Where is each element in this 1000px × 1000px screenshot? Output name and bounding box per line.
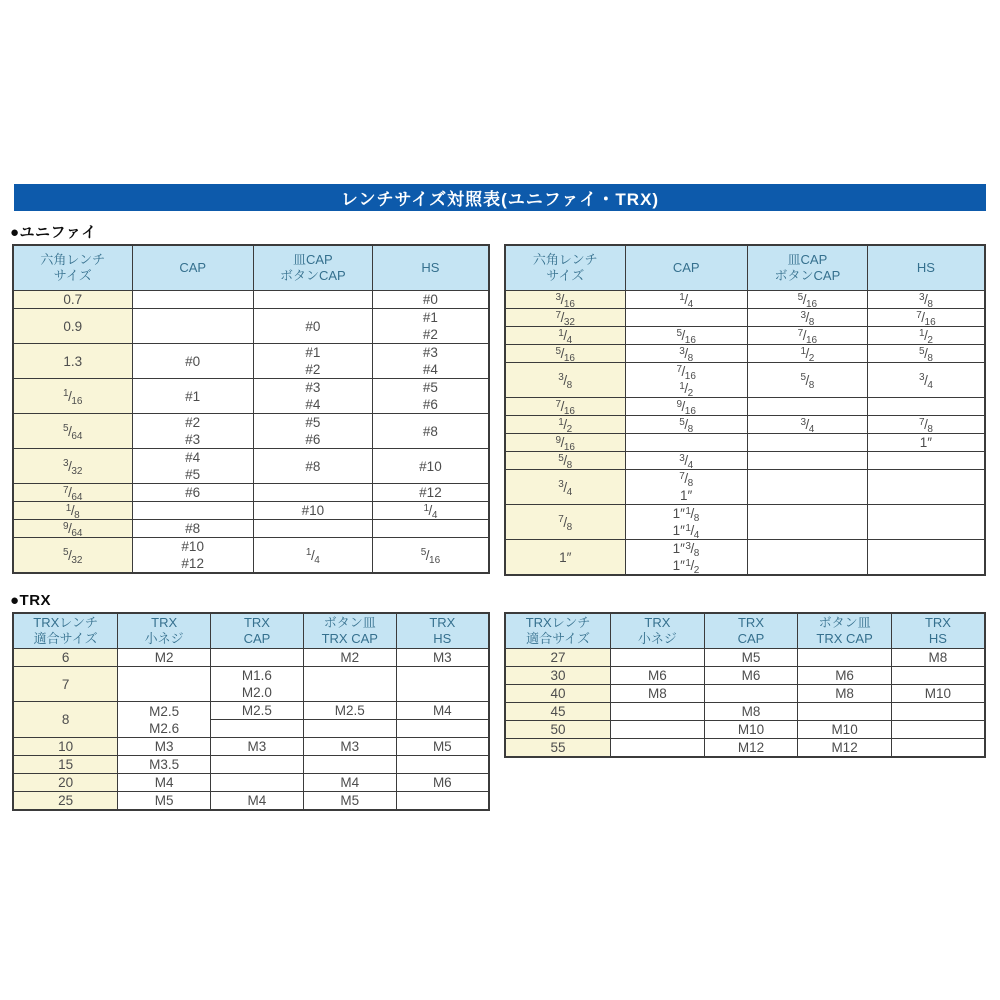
value-cell xyxy=(867,470,985,505)
value-cell: M8 xyxy=(611,685,705,703)
value-cell xyxy=(611,739,705,758)
header-row xyxy=(13,245,489,291)
value-cell: #10 xyxy=(372,449,489,484)
fraction: $^1/_2$ xyxy=(558,416,573,434)
fraction: $^3/_8$ xyxy=(685,540,700,559)
value-cell: 1″ xyxy=(867,434,985,452)
value-cell: M4 xyxy=(396,702,489,720)
value-cell: M5 xyxy=(118,792,211,811)
fraction: $^3/_4$ xyxy=(919,372,933,391)
value-cell xyxy=(747,363,867,398)
value-cell xyxy=(253,520,372,538)
value-cell: $^7/_8$ 1″ xyxy=(625,470,747,505)
value-cell xyxy=(747,309,867,327)
value-cell: M6 xyxy=(704,667,798,685)
fraction: $^1/_2$ xyxy=(679,380,694,398)
row-label-cell xyxy=(505,434,625,452)
value-cell: M4 xyxy=(211,792,304,811)
column-header: TRX HS xyxy=(891,613,985,649)
table-row xyxy=(505,505,985,540)
row-label-cell xyxy=(505,291,625,309)
value-cell: #1 #2 xyxy=(372,309,489,344)
row-label-cell: 30 xyxy=(505,667,611,685)
row-label-cell: 8 xyxy=(13,702,118,738)
value-cell xyxy=(867,540,985,576)
value-cell xyxy=(396,720,489,738)
value-cell xyxy=(625,309,747,327)
table-row xyxy=(505,291,985,309)
value-cell: M5 xyxy=(396,738,489,756)
value-cell xyxy=(867,291,985,309)
row-label-cell xyxy=(13,502,132,520)
value-cell xyxy=(118,667,211,702)
row-label-cell: 0.7 xyxy=(13,291,132,309)
value-cell xyxy=(372,520,489,538)
value-cell: M3 xyxy=(211,738,304,756)
table-row xyxy=(505,685,985,703)
value-cell: M3 xyxy=(396,649,489,667)
column-header: ボタン皿 TRX CAP xyxy=(303,613,396,649)
value-cell: M8 xyxy=(891,649,985,667)
value-cell xyxy=(372,502,489,520)
row-label-cell xyxy=(13,520,132,538)
value-cell xyxy=(253,484,372,502)
row-label-cell xyxy=(505,363,625,398)
row-label-cell: 40 xyxy=(505,685,611,703)
table-row xyxy=(505,739,985,758)
value-cell xyxy=(747,470,867,505)
value-cell: M3 xyxy=(118,738,211,756)
value-cell xyxy=(211,720,304,738)
fraction: $^9/_{64}$ xyxy=(63,520,83,538)
fraction: $^3/_8$ xyxy=(919,291,933,309)
fraction: $^1/_4$ xyxy=(679,291,694,309)
value-cell xyxy=(372,538,489,574)
row-label-cell: 6 xyxy=(13,649,118,667)
column-header: TRXレンチ 適合サイズ xyxy=(505,613,611,649)
row-label-cell xyxy=(505,470,625,505)
column-header: TRX CAP xyxy=(704,613,798,649)
table-row xyxy=(505,452,985,470)
value-cell xyxy=(747,345,867,363)
table-trx-left xyxy=(12,612,490,811)
value-cell xyxy=(704,685,798,703)
fraction: $^1/_8$ xyxy=(685,505,700,524)
header-row xyxy=(13,613,489,649)
value-cell: #2 #3 xyxy=(132,414,253,449)
value-cell xyxy=(611,703,705,721)
value-cell: M10 xyxy=(798,721,892,739)
column-header: CAP xyxy=(625,245,747,291)
value-cell xyxy=(798,649,892,667)
fraction: $^5/_8$ xyxy=(558,452,573,470)
value-cell: #0 xyxy=(132,344,253,379)
value-cell: M10 xyxy=(704,721,798,739)
fraction: $^7/_8$ xyxy=(679,470,694,489)
table-row xyxy=(13,520,489,538)
value-cell: M5 xyxy=(704,649,798,667)
value-cell: #6 xyxy=(132,484,253,502)
table-row xyxy=(13,414,489,449)
row-label-cell xyxy=(505,452,625,470)
header-row xyxy=(505,613,985,649)
value-cell xyxy=(132,502,253,520)
value-cell: M12 xyxy=(798,739,892,758)
value-cell: #10 #12 xyxy=(132,538,253,574)
fraction: $^3/_4$ xyxy=(558,479,573,498)
value-cell xyxy=(867,345,985,363)
value-cell: #1 #2 xyxy=(253,344,372,379)
row-label-cell xyxy=(13,449,132,484)
fraction: $^1/_2$ xyxy=(685,557,700,575)
value-cell: M1.6 M2.0 xyxy=(211,667,304,702)
value-cell: M8 xyxy=(798,685,892,703)
fraction: $^1/_{16}$ xyxy=(63,388,83,407)
column-header: TRXレンチ 適合サイズ xyxy=(13,613,118,649)
value-cell xyxy=(747,452,867,470)
value-cell: M3.5 xyxy=(118,756,211,774)
value-cell: #3 #4 xyxy=(372,344,489,379)
value-cell: M4 xyxy=(303,774,396,792)
table-row xyxy=(505,345,985,363)
fraction: $^9/_{16}$ xyxy=(676,398,696,416)
value-cell xyxy=(625,363,747,398)
value-cell: #12 xyxy=(372,484,489,502)
value-cell: M5 xyxy=(303,792,396,811)
table-unify-right xyxy=(504,244,986,576)
fraction: $^3/_{32}$ xyxy=(63,458,83,477)
fraction: $^5/_{16}$ xyxy=(555,345,575,363)
value-cell: #0 xyxy=(372,291,489,309)
column-header: ボタン皿 TRX CAP xyxy=(798,613,892,649)
value-cell xyxy=(132,309,253,344)
value-cell xyxy=(625,434,747,452)
page-title: レンチサイズ対照表(ユニファイ・TRX) xyxy=(340,190,660,209)
value-cell xyxy=(303,720,396,738)
fraction: $^5/_8$ xyxy=(919,345,933,363)
value-cell xyxy=(747,416,867,434)
row-label-cell: 7 xyxy=(13,667,118,702)
fraction: $^5/_{16}$ xyxy=(676,327,696,345)
fraction: $^7/_8$ xyxy=(919,416,933,434)
row-label-cell: 15 xyxy=(13,756,118,774)
value-cell xyxy=(625,452,747,470)
column-header: HS xyxy=(372,245,489,291)
value-cell: M2 xyxy=(118,649,211,667)
fraction: $^3/_{16}$ xyxy=(555,291,575,309)
row-label-cell xyxy=(13,538,132,574)
fraction: $^5/_{64}$ xyxy=(63,423,83,442)
fraction: $^7/_{16}$ xyxy=(797,327,818,345)
table-row xyxy=(13,792,489,811)
row-label-cell xyxy=(13,379,132,414)
fraction: $^3/_8$ xyxy=(558,372,573,391)
value-cell: M6 xyxy=(611,667,705,685)
table-row xyxy=(505,363,985,398)
value-cell xyxy=(611,721,705,739)
column-header: 六角レンチ サイズ xyxy=(13,245,132,291)
value-cell: M2.5 M2.6 xyxy=(118,702,211,738)
table-row xyxy=(505,434,985,452)
fraction: $^7/_{16}$ xyxy=(916,309,936,327)
value-cell xyxy=(798,703,892,721)
value-cell xyxy=(396,667,489,702)
row-label-cell: 25 xyxy=(13,792,118,811)
value-cell: M2.5 xyxy=(211,702,304,720)
table-row xyxy=(505,649,985,667)
value-cell xyxy=(396,756,489,774)
value-cell xyxy=(891,703,985,721)
value-cell xyxy=(253,538,372,574)
fraction: $^5/_{16}$ xyxy=(797,291,818,309)
row-label-cell: 20 xyxy=(13,774,118,792)
table-row xyxy=(13,484,489,502)
section-label-unify: ●ユニファイ xyxy=(10,224,97,241)
value-cell xyxy=(625,327,747,345)
value-cell xyxy=(867,505,985,540)
row-label-cell xyxy=(505,416,625,434)
table-row xyxy=(13,702,489,720)
fraction: $^1/_4$ xyxy=(685,522,700,540)
value-cell: M3 xyxy=(303,738,396,756)
table-row xyxy=(505,327,985,345)
value-cell xyxy=(303,667,396,702)
value-cell: M10 xyxy=(891,685,985,703)
value-cell xyxy=(747,398,867,416)
value-cell xyxy=(867,309,985,327)
row-label-cell xyxy=(13,484,132,502)
fraction: $^1/_4$ xyxy=(558,327,573,345)
column-header: TRX 小ネジ xyxy=(611,613,705,649)
table-row xyxy=(505,470,985,505)
table-unify-left xyxy=(12,244,490,574)
table-row xyxy=(505,416,985,434)
fraction: $^5/_{32}$ xyxy=(63,547,83,566)
table-trx-right xyxy=(504,612,986,758)
row-label-cell xyxy=(505,327,625,345)
fraction: $^9/_{16}$ xyxy=(555,434,575,452)
row-label-cell: 1″ xyxy=(505,540,625,576)
value-cell xyxy=(867,416,985,434)
value-cell: M2 xyxy=(303,649,396,667)
fraction: $^5/_{16}$ xyxy=(420,547,441,566)
value-cell: #5 #6 xyxy=(253,414,372,449)
table-row xyxy=(505,398,985,416)
value-cell xyxy=(867,327,985,345)
value-cell xyxy=(747,434,867,452)
table-row xyxy=(13,649,489,667)
value-cell: M6 xyxy=(798,667,892,685)
fraction: $^1/_4$ xyxy=(305,547,320,566)
value-cell: #8 xyxy=(132,520,253,538)
row-label-cell: 0.9 xyxy=(13,309,132,344)
row-label-cell xyxy=(505,398,625,416)
value-cell xyxy=(625,291,747,309)
header-row xyxy=(505,245,985,291)
value-cell: #8 xyxy=(253,449,372,484)
fraction: $^5/_8$ xyxy=(679,416,694,434)
fraction: $^7/_{32}$ xyxy=(555,309,575,327)
column-header: CAP xyxy=(132,245,253,291)
fraction: $^7/_{16}$ xyxy=(676,363,696,382)
value-cell xyxy=(396,792,489,811)
value-cell xyxy=(211,756,304,774)
fraction: $^3/_4$ xyxy=(800,416,815,434)
value-cell: #0 xyxy=(253,309,372,344)
table-row xyxy=(505,667,985,685)
table-row xyxy=(13,667,489,702)
value-cell xyxy=(611,649,705,667)
table-row xyxy=(13,344,489,379)
table-row xyxy=(13,449,489,484)
value-cell xyxy=(625,345,747,363)
row-label-cell: 10 xyxy=(13,738,118,756)
value-cell xyxy=(891,667,985,685)
row-label-cell xyxy=(505,345,625,363)
value-cell xyxy=(211,774,304,792)
value-cell: M6 xyxy=(396,774,489,792)
row-label-cell: 50 xyxy=(505,721,611,739)
value-cell xyxy=(625,398,747,416)
fraction: $^7/_{64}$ xyxy=(63,484,83,502)
column-header: TRX CAP xyxy=(211,613,304,649)
table-row xyxy=(13,309,489,344)
value-cell: #4 #5 xyxy=(132,449,253,484)
table-row xyxy=(13,291,489,309)
table-row xyxy=(505,309,985,327)
column-header: HS xyxy=(867,245,985,291)
value-cell: #5 #6 xyxy=(372,379,489,414)
column-header: TRX HS xyxy=(396,613,489,649)
fraction: $^7/_{16}$ xyxy=(555,398,575,416)
column-header: 六角レンチ サイズ xyxy=(505,245,625,291)
value-cell xyxy=(891,721,985,739)
table-row xyxy=(13,538,489,574)
table-row xyxy=(505,703,985,721)
value-cell xyxy=(891,739,985,758)
value-cell: #3 #4 xyxy=(253,379,372,414)
title-bar xyxy=(14,184,986,211)
value-cell: M2.5 xyxy=(303,702,396,720)
fraction: $^1/_2$ xyxy=(919,327,933,345)
value-cell: #10 xyxy=(253,502,372,520)
table-row xyxy=(13,774,489,792)
value-cell xyxy=(303,756,396,774)
table-row xyxy=(13,379,489,414)
value-cell: M12 xyxy=(704,739,798,758)
value-cell xyxy=(253,291,372,309)
row-label-cell: 27 xyxy=(505,649,611,667)
fraction: $^5/_8$ xyxy=(800,372,815,391)
value-cell xyxy=(132,291,253,309)
column-header: 皿CAP ボタンCAP xyxy=(747,245,867,291)
section-label-trx: ●TRX xyxy=(10,592,52,609)
value-cell xyxy=(747,540,867,576)
value-cell xyxy=(867,452,985,470)
row-label-cell xyxy=(13,414,132,449)
row-label-cell: 1.3 xyxy=(13,344,132,379)
table-row xyxy=(505,721,985,739)
row-label-cell xyxy=(505,505,625,540)
value-cell xyxy=(747,505,867,540)
row-label-cell xyxy=(505,309,625,327)
value-cell: #8 xyxy=(372,414,489,449)
value-cell xyxy=(867,363,985,398)
value-cell xyxy=(867,398,985,416)
row-label-cell: 55 xyxy=(505,739,611,758)
table-row xyxy=(13,738,489,756)
value-cell xyxy=(747,327,867,345)
fraction: $^1/_4$ xyxy=(423,502,438,520)
fraction: $^1/_8$ xyxy=(65,502,80,520)
value-cell: M8 xyxy=(704,703,798,721)
value-cell: $1''^3/_8$ $1''^1/_2$ xyxy=(625,540,747,576)
fraction: $^3/_4$ xyxy=(679,452,694,470)
column-header: 皿CAP ボタンCAP xyxy=(253,245,372,291)
value-cell: M4 xyxy=(118,774,211,792)
fraction: $^3/_8$ xyxy=(679,345,694,363)
table-row xyxy=(13,502,489,520)
table-row xyxy=(13,756,489,774)
value-cell xyxy=(211,649,304,667)
fraction: $^7/_8$ xyxy=(558,514,573,533)
column-header: TRX 小ネジ xyxy=(118,613,211,649)
row-label-cell: 45 xyxy=(505,703,611,721)
value-cell: #1 xyxy=(132,379,253,414)
fraction: $^1/_2$ xyxy=(800,345,815,363)
table-row xyxy=(505,540,985,576)
value-cell xyxy=(625,416,747,434)
fraction: $^3/_8$ xyxy=(800,309,815,327)
value-cell xyxy=(747,291,867,309)
value-cell: $1''^1/_8$ $1''^1/_4$ xyxy=(625,505,747,540)
